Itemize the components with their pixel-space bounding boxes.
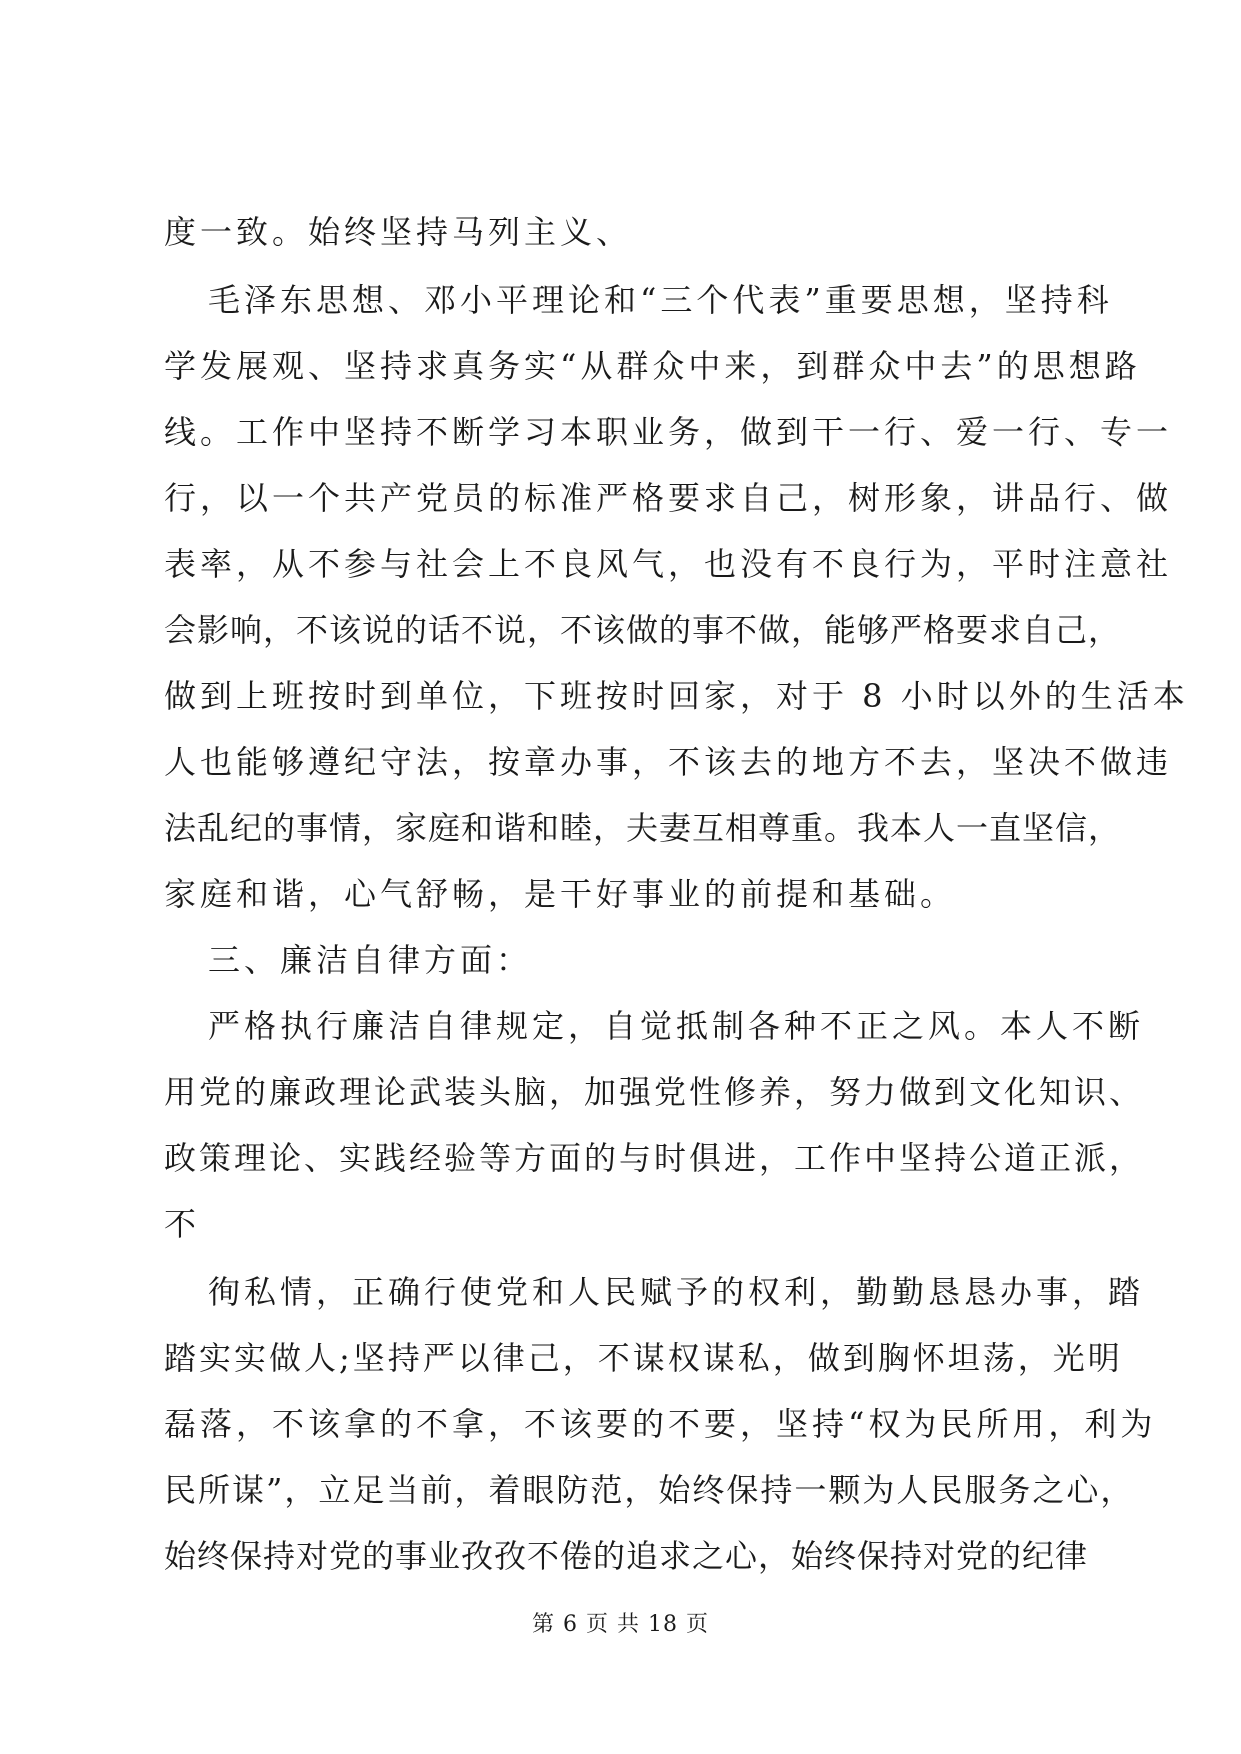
page-number-label: 第 6 页 共 18 页 — [532, 1612, 709, 1637]
text-line-4: 线。工作中坚持不断学习本职业务，做到干一行、爱一行、专一 — [164, 413, 1173, 451]
text-line-11: 家庭和谐，心气舒畅，是干好事业的前提和基础。 — [164, 875, 957, 913]
page-footer — [0, 1610, 1241, 1640]
text-line-3: 学发展观、坚持求真务实“从群众中来，到群众中去”的思想路 — [164, 347, 1141, 385]
text-line-21: 始终保持对党的事业孜孜不倦的追求之心，始终保持对党的纪律 — [164, 1537, 1089, 1575]
text-line-9: 人也能够遵纪守法，按章办事，不该去的地方不去，坚决不做违 — [164, 743, 1173, 781]
text-line-20: 民所谋”，立足当前，着眼防范，始终保持一颗为人民服务之心， — [164, 1471, 1135, 1509]
text-line-16: 不 — [164, 1205, 201, 1243]
text-line-8: 做到上班按时到单位，下班按时回家，对于 8 小时以外的生活本 — [164, 677, 1189, 715]
text-line-6: 表率，从不参与社会上不良风气，也没有不良行为，平时注意社 — [164, 545, 1173, 583]
text-line-1: 度一致。始终坚持马列主义、 — [164, 213, 633, 251]
text-line-18: 踏实实做人;坚持严以律己，不谋权谋私，做到胸怀坦荡，光明 — [164, 1339, 1123, 1377]
text-line-15: 政策理论、实践经验等方面的与时俱进，工作中坚持公道正派， — [164, 1139, 1145, 1177]
text-line-10: 法乱纪的事情，家庭和谐和睦，夫妻互相尊重。我本人一直坚信， — [164, 809, 1122, 847]
text-line-2: 毛泽东思想、邓小平理论和“三个代表”重要思想，坚持科 — [208, 281, 1113, 319]
section-heading: 三、廉洁自律方面： — [208, 941, 533, 979]
text-line-19: 磊落，不该拿的不拿，不该要的不要，坚持“权为民所用，利为 — [164, 1405, 1157, 1443]
text-line-14: 用党的廉政理论武装头脑，加强党性修养，努力做到文化知识、 — [164, 1073, 1145, 1111]
text-line-5: 行，以一个共产党员的标准严格要求自己，树形象，讲品行、做 — [164, 479, 1173, 517]
text-line-13: 严格执行廉洁自律规定，自觉抵制各种不正之风。本人不断 — [208, 1007, 1145, 1045]
text-line-17: 徇私情，正确行使党和人民赋予的权利，勤勤恳恳办事，踏 — [208, 1273, 1145, 1311]
text-line-7: 会影响，不该说的话不说，不该做的事不做，能够严格要求自己， — [164, 611, 1122, 649]
